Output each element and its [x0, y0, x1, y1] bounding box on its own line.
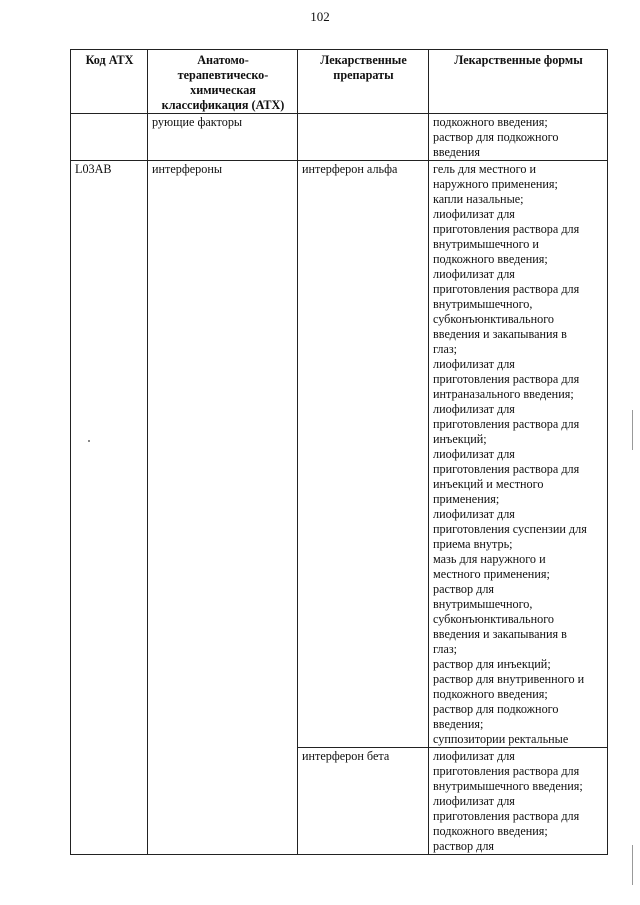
text-line: Лекарственные формы	[454, 53, 583, 67]
text-line: внутримышечного и	[433, 237, 539, 251]
text-line: глаз;	[433, 342, 458, 356]
text-line: раствор для подкожного	[433, 130, 559, 144]
cell-classification: рующие факторы	[148, 114, 298, 161]
text-line: капли назальные;	[433, 192, 524, 206]
text-line: приготовления раствора для	[433, 462, 580, 476]
text-line: инъекций;	[433, 432, 487, 446]
text-line: внутримышечного введения;	[433, 779, 583, 793]
text-line: раствор для подкожного	[433, 702, 559, 716]
text-line: внутримышечного,	[433, 597, 533, 611]
text-line: введения	[433, 145, 480, 159]
text-line: раствор для инъекций;	[433, 657, 551, 671]
text-line: применения;	[433, 492, 500, 506]
text-line: Анатомо-	[197, 53, 249, 67]
text-line: субконъюнктивального	[433, 312, 554, 326]
text-line: подкожного введения;	[433, 115, 548, 129]
text-line: введения и закапывания в	[433, 327, 567, 341]
atc-table	[70, 49, 608, 855]
cell-drug	[298, 114, 429, 161]
text-line: приготовления раствора для	[433, 809, 580, 823]
text-line: Код АТХ	[85, 53, 134, 67]
text-line: терапевтическо-	[177, 68, 269, 82]
cell-code	[71, 114, 148, 161]
text-line: приема внутрь;	[433, 537, 513, 551]
text-line: подкожного введения;	[433, 824, 548, 838]
text-line: глаз;	[433, 642, 458, 656]
text-line: мазь для наружного и	[433, 552, 546, 566]
text-line: лиофилизат для	[433, 447, 515, 461]
cell-classification: интерфероны	[148, 161, 298, 855]
cell-dosage-forms	[429, 114, 608, 161]
cell-drug: интерферон бета	[298, 748, 429, 855]
text-line: лиофилизат для	[433, 207, 515, 221]
text-line: введения;	[433, 717, 484, 731]
scan-edge-mark	[632, 845, 633, 885]
text-line: Лекарственные	[320, 53, 407, 67]
text-line: лиофилизат для	[433, 267, 515, 281]
header-atc-code	[71, 50, 148, 114]
text-line: внутримышечного,	[433, 297, 533, 311]
text-line: лиофилизат для	[433, 507, 515, 521]
header-drugs	[298, 50, 429, 114]
text-line: раствор для внутривенного и	[433, 672, 585, 686]
text-line: субконъюнктивального	[433, 612, 554, 626]
text-line: местного применения;	[433, 567, 550, 581]
text-line: лиофилизат для	[433, 402, 515, 416]
text-line: инъекций и местного	[433, 477, 544, 491]
cell-drug: интерферон альфа	[298, 161, 429, 748]
text-line: приготовления суспензии для	[433, 522, 587, 536]
table-row-continuation	[71, 114, 608, 161]
header-classification	[148, 50, 298, 114]
page-number: 102	[310, 9, 330, 24]
text-line: приготовления раствора для	[433, 282, 580, 296]
scan-speck	[88, 440, 90, 442]
text-line: лиофилизат для	[433, 357, 515, 371]
text-line: лиофилизат для	[433, 794, 515, 808]
table-header-row	[71, 50, 608, 114]
text-line: приготовления раствора для	[433, 372, 580, 386]
text-line: приготовления раствора для	[433, 222, 580, 236]
text-line: лиофилизат для	[433, 749, 515, 763]
text-line: суппозитории ректальные	[433, 732, 569, 746]
cell-dosage-forms	[429, 161, 608, 748]
text-line: введения и закапывания в	[433, 627, 567, 641]
table-row-l03ab	[71, 161, 608, 748]
text-line: приготовления раствора для	[433, 417, 580, 431]
text-line: подкожного введения;	[433, 252, 548, 266]
text-line: подкожного введения;	[433, 687, 548, 701]
text-line: классификация (АТХ)	[161, 98, 285, 112]
text-line: приготовления раствора для	[433, 764, 580, 778]
text-line: раствор для	[433, 582, 495, 596]
scan-edge-mark	[632, 410, 633, 450]
text-line: раствор для	[433, 839, 495, 853]
cell-code: L03AB	[71, 161, 148, 855]
text-line: препараты	[333, 68, 394, 82]
text-line: наружного применения;	[433, 177, 558, 191]
text-line: гель для местного и	[433, 162, 537, 176]
cell-dosage-forms	[429, 748, 608, 855]
text-line: интраназального введения;	[433, 387, 574, 401]
header-dosage-forms	[429, 50, 608, 114]
text-line: химическая	[190, 83, 256, 97]
